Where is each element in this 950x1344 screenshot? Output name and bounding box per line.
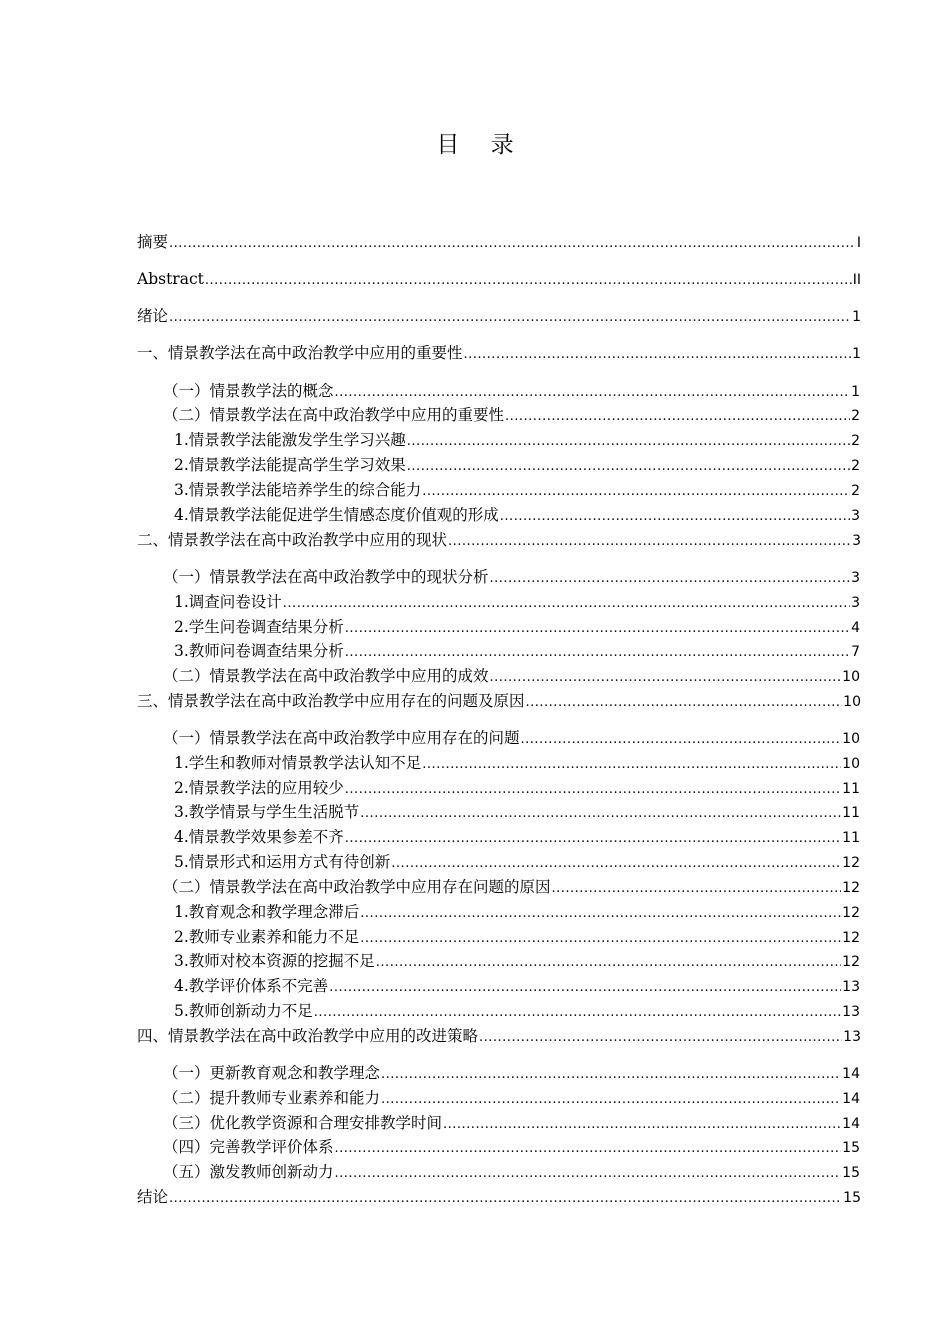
toc-entry-label: 2.情景教学法的应用较少: [174, 779, 344, 797]
toc-entry[interactable]: [174, 479, 860, 501]
toc-dot-leader: [205, 270, 852, 292]
toc-dot-leader: [335, 382, 851, 404]
toc-entry-page-number: 15: [843, 1190, 861, 1206]
toc-entry-label: 1.教育观念和教学理念滞后: [174, 903, 360, 921]
toc-entry-page-number: 11: [842, 805, 860, 821]
toc-entry-page-number: 13: [842, 979, 860, 995]
toc-dot-leader: [345, 779, 841, 801]
toc-entry-page-number: 3: [851, 508, 860, 524]
toc-entry[interactable]: [137, 1186, 861, 1208]
toc-dot-leader: [360, 928, 841, 950]
toc-entry-label: 绪论: [137, 307, 169, 325]
toc-dot-leader: [329, 977, 841, 999]
toc-entry[interactable]: [174, 454, 860, 476]
toc-entry[interactable]: [163, 727, 860, 749]
toc-entry[interactable]: [137, 529, 861, 551]
toc-entry-page-number: 2: [851, 458, 860, 474]
toc-dot-leader: [479, 1027, 842, 1049]
toc-dot-leader: [169, 1188, 842, 1210]
toc-entry-label: 二、情景教学法在高中政治教学中应用的现状: [137, 531, 448, 549]
toc-dot-leader: [169, 233, 856, 255]
toc-dot-leader: [360, 803, 841, 825]
toc-entry-page-number: 13: [843, 1029, 861, 1045]
toc-entry-label: 5.教师创新动力不足: [174, 1002, 313, 1020]
toc-entry-page-number: 13: [842, 1004, 860, 1020]
toc-dot-leader: [283, 593, 850, 615]
toc-entry-page-number: 10: [842, 731, 860, 747]
toc-dot-leader: [422, 754, 841, 776]
toc-entry[interactable]: [174, 826, 860, 848]
toc-dot-leader: [169, 307, 851, 329]
toc-dot-leader: [526, 692, 843, 714]
toc-dot-leader: [381, 1064, 841, 1086]
toc-entry-page-number: 4: [851, 620, 860, 636]
toc-entry[interactable]: [163, 380, 860, 402]
toc-entry[interactable]: [174, 591, 860, 613]
toc-dot-leader: [407, 431, 850, 453]
toc-dot-leader: [345, 618, 850, 640]
toc-entry-label: 5.情景形式和运用方式有待创新: [174, 853, 391, 871]
toc-entry[interactable]: [163, 1062, 860, 1084]
toc-entry[interactable]: [137, 690, 861, 712]
toc-entry-page-number: 14: [842, 1091, 860, 1107]
toc-entry-label: 4.情景教学效果参差不齐: [174, 828, 344, 846]
toc-entry[interactable]: [163, 1112, 860, 1134]
toc-entry-page-number: 14: [842, 1066, 860, 1082]
toc-dot-leader: [490, 568, 851, 590]
toc-entry-label: 4.教学评价体系不完善: [174, 977, 329, 995]
toc-entry-page-number: 10: [842, 756, 860, 772]
toc-entry-page-number: 2: [851, 483, 860, 499]
toc-dot-leader: [500, 506, 850, 528]
toc-dot-leader: [407, 456, 850, 478]
toc-entry[interactable]: [174, 1000, 860, 1022]
toc-dot-leader: [345, 642, 850, 664]
toc-entry-label: （四）完善教学评价体系: [163, 1138, 334, 1156]
toc-entry-label: （一）情景教学法的概念: [163, 382, 334, 400]
toc-entry-page-number: 10: [843, 694, 861, 710]
toc-entry-label: （二）提升教师专业素养和能力: [163, 1089, 381, 1107]
toc-entry-label: （三）优化教学资源和合理安排教学时间: [163, 1114, 443, 1132]
toc-entry[interactable]: [174, 801, 860, 823]
toc-entry-label: （一）情景教学法在高中政治教学中的现状分析: [163, 568, 489, 586]
toc-entry[interactable]: [174, 777, 860, 799]
toc-dot-leader: [505, 406, 850, 428]
toc-dot-leader: [335, 1138, 842, 1160]
toc-entry[interactable]: [174, 429, 860, 451]
toc-entry-label: （二）情景教学法在高中政治教学中应用存在问题的原因: [163, 878, 551, 896]
toc-entry[interactable]: [174, 950, 860, 972]
toc-entry[interactable]: [174, 504, 860, 526]
toc-entry[interactable]: [174, 752, 860, 774]
toc-entry-page-number: 3: [851, 595, 860, 611]
toc-entry-label: 3.教师问卷调查结果分析: [174, 642, 344, 660]
toc-dot-leader: [464, 344, 852, 366]
toc-dot-leader: [381, 1089, 841, 1111]
toc-entry-label: 2.教师专业素养和能力不足: [174, 928, 360, 946]
toc-entry-page-number: II: [852, 272, 861, 288]
toc-entry-page-number: 12: [842, 954, 860, 970]
toc-entry-page-number: 3: [851, 570, 860, 586]
toc-entry-label: 结论: [137, 1188, 169, 1206]
toc-entry[interactable]: [163, 1087, 860, 1109]
toc-entry-page-number: 12: [842, 880, 860, 896]
toc-entry[interactable]: [137, 305, 861, 327]
toc-entry[interactable]: [174, 926, 860, 948]
toc-entry-label: 摘要: [137, 233, 169, 251]
toc-title: 目 录: [436, 132, 526, 158]
toc-entry-label: 3.教师对校本资源的挖掘不足: [174, 952, 375, 970]
toc-entry-label: （一）情景教学法在高中政治教学中应用存在的问题: [163, 729, 520, 747]
toc-entry-page-number: 3: [852, 533, 861, 549]
toc-dot-leader: [448, 531, 851, 553]
toc-entry-page-number: 2: [851, 433, 860, 449]
toc-dot-leader: [490, 667, 842, 689]
toc-entry[interactable]: [163, 876, 860, 898]
toc-entry[interactable]: [163, 404, 860, 426]
toc-entry-label: 一、情景教学法在高中政治教学中应用的重要性: [137, 344, 463, 362]
toc-entry-label: 2.情景教学法能提高学生学习效果: [174, 456, 406, 474]
toc-entry-page-number: 1: [852, 309, 861, 325]
toc-entry[interactable]: [174, 901, 860, 923]
toc-dot-leader: [391, 853, 841, 875]
toc-entry-page-number: 12: [842, 905, 860, 921]
toc-entry-page-number: 12: [842, 855, 860, 871]
toc-entry[interactable]: [174, 616, 860, 638]
toc-entry-page-number: 1: [852, 346, 861, 362]
toc-entry-label: 2.学生问卷调查结果分析: [174, 618, 344, 636]
toc-dot-leader: [521, 729, 842, 751]
toc-entry-page-number: 2: [851, 408, 860, 424]
toc-entry-page-number: 11: [842, 830, 860, 846]
toc-entry[interactable]: [163, 566, 860, 588]
toc-entry-label: Abstract: [137, 270, 204, 288]
toc-dot-leader: [335, 1163, 842, 1185]
toc-entry-page-number: I: [856, 235, 861, 251]
toc-entry-label: 1.调查问卷设计: [174, 593, 282, 611]
toc-entry-page-number: 11: [842, 781, 860, 797]
toc-entry[interactable]: [137, 342, 861, 364]
toc-dot-leader: [345, 828, 841, 850]
toc-entry[interactable]: [174, 851, 860, 873]
toc-entry-page-number: 15: [842, 1140, 860, 1156]
toc-dot-leader: [314, 1002, 841, 1024]
toc-entry-page-number: 14: [842, 1116, 860, 1132]
toc-entry-label: 三、情景教学法在高中政治教学中应用存在的问题及原因: [137, 692, 525, 710]
toc-entry-label: （五）激发教师创新动力: [163, 1163, 334, 1181]
toc-entry-page-number: 1: [851, 384, 860, 400]
toc-entry[interactable]: [163, 1161, 860, 1183]
toc-entry-page-number: 15: [842, 1165, 860, 1181]
toc-dot-leader: [360, 903, 841, 925]
toc-entry[interactable]: [163, 1136, 860, 1158]
toc-entry-label: （二）情景教学法在高中政治教学中应用的重要性: [163, 406, 505, 424]
toc-entry-label: 四、情景教学法在高中政治教学中应用的改进策略: [137, 1027, 479, 1045]
toc-entry-page-number: 7: [851, 644, 860, 660]
toc-dot-leader: [422, 481, 850, 503]
toc-dot-leader: [443, 1114, 841, 1136]
toc-entry-label: 4.情景教学法能促进学生情感态度价值观的形成: [174, 506, 499, 524]
toc-dot-leader: [376, 952, 841, 974]
toc-entry[interactable]: [137, 268, 861, 290]
toc-entry-label: 1.学生和教师对情景教学法认知不足: [174, 754, 422, 772]
toc-entry-page-number: 12: [842, 930, 860, 946]
toc-entry[interactable]: [174, 640, 860, 662]
toc-entry-label: 3.教学情景与学生生活脱节: [174, 803, 360, 821]
toc-entry[interactable]: [137, 1025, 861, 1047]
toc-entry[interactable]: [174, 975, 860, 997]
toc-entry-label: 1.情景教学法能激发学生学习兴趣: [174, 431, 406, 449]
toc-dot-leader: [552, 878, 842, 900]
toc-entry[interactable]: [137, 231, 861, 253]
toc-entry-page-number: 10: [842, 669, 860, 685]
toc-entry[interactable]: [163, 665, 860, 687]
toc-entry-label: 3.情景教学法能培养学生的综合能力: [174, 481, 422, 499]
toc-entry-label: （一）更新教育观念和教学理念: [163, 1064, 381, 1082]
toc-entry-label: （二）情景教学法在高中政治教学中应用的成效: [163, 667, 489, 685]
